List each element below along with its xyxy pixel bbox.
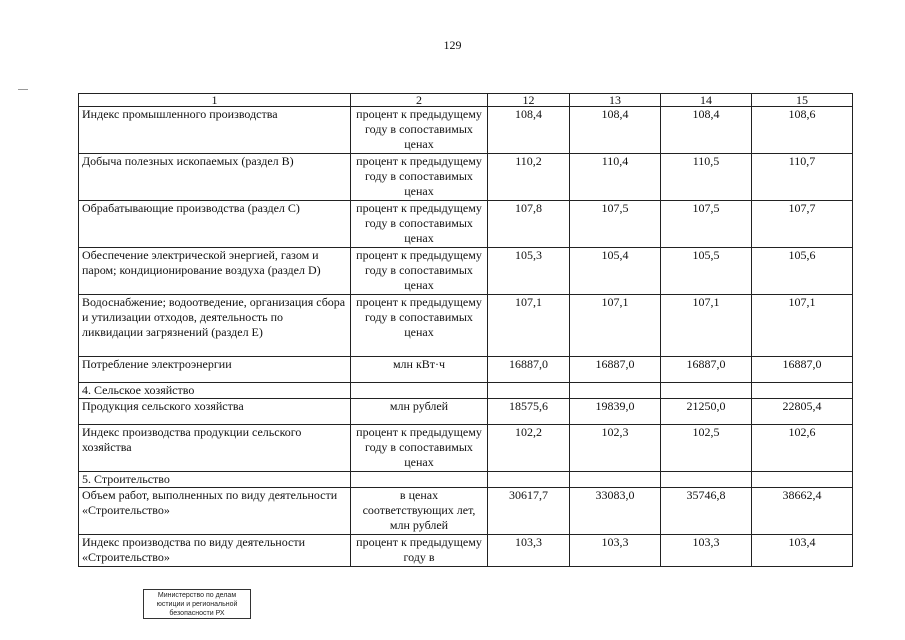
- stamp-line: безопасности РХ: [169, 610, 225, 617]
- value-cell: 110,7: [752, 154, 853, 201]
- header-cell: 1: [79, 94, 351, 107]
- value-cell: 110,4: [570, 154, 661, 201]
- value-cell: 16887,0: [570, 357, 661, 383]
- value-cell: 102,5: [661, 425, 752, 472]
- value-cell: 19839,0: [570, 399, 661, 425]
- value-cell: 107,1: [752, 295, 853, 357]
- value-cell: 107,1: [570, 295, 661, 357]
- unit-cell: процент к предыдущему году в сопоставимых ценах: [351, 201, 488, 248]
- empty-cell: [351, 383, 488, 399]
- empty-cell: [570, 383, 661, 399]
- empty-cell: [570, 472, 661, 488]
- table-row: [79, 295, 853, 357]
- indicator-name: Индекс производства по виду деятельности «Строительство»: [79, 535, 351, 567]
- empty-cell: [351, 472, 488, 488]
- unit-cell: процент к предыдущему году в сопоставимых ценах: [351, 107, 488, 154]
- table-row: [79, 425, 853, 472]
- stamp-line: юстиции и региональной: [156, 601, 238, 608]
- value-cell: 35746,8: [661, 488, 752, 535]
- value-cell: 21250,0: [661, 399, 752, 425]
- value-cell: 107,1: [661, 295, 752, 357]
- value-cell: 103,3: [661, 535, 752, 567]
- header-cell: 14: [661, 94, 752, 107]
- value-cell: 33083,0: [570, 488, 661, 535]
- value-cell: 110,5: [661, 154, 752, 201]
- page-number: 129: [443, 38, 462, 52]
- value-cell: 107,5: [570, 201, 661, 248]
- value-cell: 16887,0: [488, 357, 570, 383]
- table-row: [79, 399, 853, 425]
- table-row: [79, 357, 853, 383]
- value-cell: 105,6: [752, 248, 853, 295]
- table-header-row: [79, 94, 853, 107]
- table-row: [79, 248, 853, 295]
- empty-cell: [661, 472, 752, 488]
- value-cell: 108,6: [752, 107, 853, 154]
- stamp-line: Министерство по делам: [157, 592, 237, 599]
- unit-cell: процент к предыдущему году в сопоставимых ценах: [351, 425, 488, 472]
- empty-cell: [752, 383, 853, 399]
- value-cell: 103,4: [752, 535, 853, 567]
- unit-cell: процент к предыдущему году в сопоставимых ценах: [351, 154, 488, 201]
- indicator-name: Объем работ, выполненных по виду деятельности «Строительство»: [79, 488, 351, 535]
- header-cell: 2: [351, 94, 488, 107]
- unit-cell: в ценах соответствующих лет, млн рублей: [351, 488, 488, 535]
- value-cell: 107,8: [488, 201, 570, 248]
- section-title: 5. Строительство: [79, 472, 351, 488]
- indicator-name: Индекс производства продукции сельского хозяйства: [79, 425, 351, 472]
- unit-cell: процент к предыдущему году в: [351, 535, 488, 567]
- empty-cell: [488, 472, 570, 488]
- value-cell: 105,3: [488, 248, 570, 295]
- unit-cell: млн рублей: [351, 399, 488, 425]
- section-row: [79, 383, 853, 399]
- value-cell: 30617,7: [488, 488, 570, 535]
- value-cell: 110,2: [488, 154, 570, 201]
- value-cell: 18575,6: [488, 399, 570, 425]
- section-title: 4. Сельское хозяйство: [79, 383, 351, 399]
- value-cell: 103,3: [570, 535, 661, 567]
- indicator-name: Потребление электроэнергии: [79, 357, 351, 383]
- indicator-name: Добыча полезных ископаемых (раздел B): [79, 154, 351, 201]
- unit-cell: процент к предыдущему году в сопоставимых ценах: [351, 295, 488, 357]
- value-cell: 108,4: [661, 107, 752, 154]
- value-cell: 108,4: [488, 107, 570, 154]
- header-cell: 15: [752, 94, 853, 107]
- value-cell: 107,7: [752, 201, 853, 248]
- value-cell: 103,3: [488, 535, 570, 567]
- indicator-name: Продукция сельского хозяйства: [79, 399, 351, 425]
- empty-cell: [488, 383, 570, 399]
- value-cell: 22805,4: [752, 399, 853, 425]
- table-row: [79, 488, 853, 535]
- value-cell: 16887,0: [752, 357, 853, 383]
- value-cell: 102,3: [570, 425, 661, 472]
- scan-mark: [18, 89, 28, 90]
- registration-stamp: [143, 589, 251, 619]
- section-row: [79, 472, 853, 488]
- indicator-name: Обеспечение электрической энергией, газом и паром; кондиционирование воздуха (раздел D): [79, 248, 351, 295]
- value-cell: 108,4: [570, 107, 661, 154]
- table-row: [79, 107, 853, 154]
- indicator-name: Индекс промышленного производства: [79, 107, 351, 154]
- empty-cell: [661, 383, 752, 399]
- header-cell: 13: [570, 94, 661, 107]
- unit-cell: процент к предыдущему году в сопоставимых ценах: [351, 248, 488, 295]
- table-body: [79, 94, 853, 567]
- forecast-table: [78, 93, 853, 567]
- table-row: [79, 201, 853, 248]
- unit-cell: млн кВт·ч: [351, 357, 488, 383]
- table-row: [79, 535, 853, 567]
- indicator-name: Водоснабжение; водоотведение, организация сбора и утилизации отходов, деятельность по ликвидации загрязнений (раздел E): [79, 295, 351, 357]
- value-cell: 16887,0: [661, 357, 752, 383]
- indicator-name: Обрабатывающие производства (раздел C): [79, 201, 351, 248]
- value-cell: 107,5: [661, 201, 752, 248]
- value-cell: 102,6: [752, 425, 853, 472]
- empty-cell: [752, 472, 853, 488]
- value-cell: 105,4: [570, 248, 661, 295]
- table-row: [79, 154, 853, 201]
- header-cell: 12: [488, 94, 570, 107]
- value-cell: 105,5: [661, 248, 752, 295]
- value-cell: 38662,4: [752, 488, 853, 535]
- value-cell: 102,2: [488, 425, 570, 472]
- value-cell: 107,1: [488, 295, 570, 357]
